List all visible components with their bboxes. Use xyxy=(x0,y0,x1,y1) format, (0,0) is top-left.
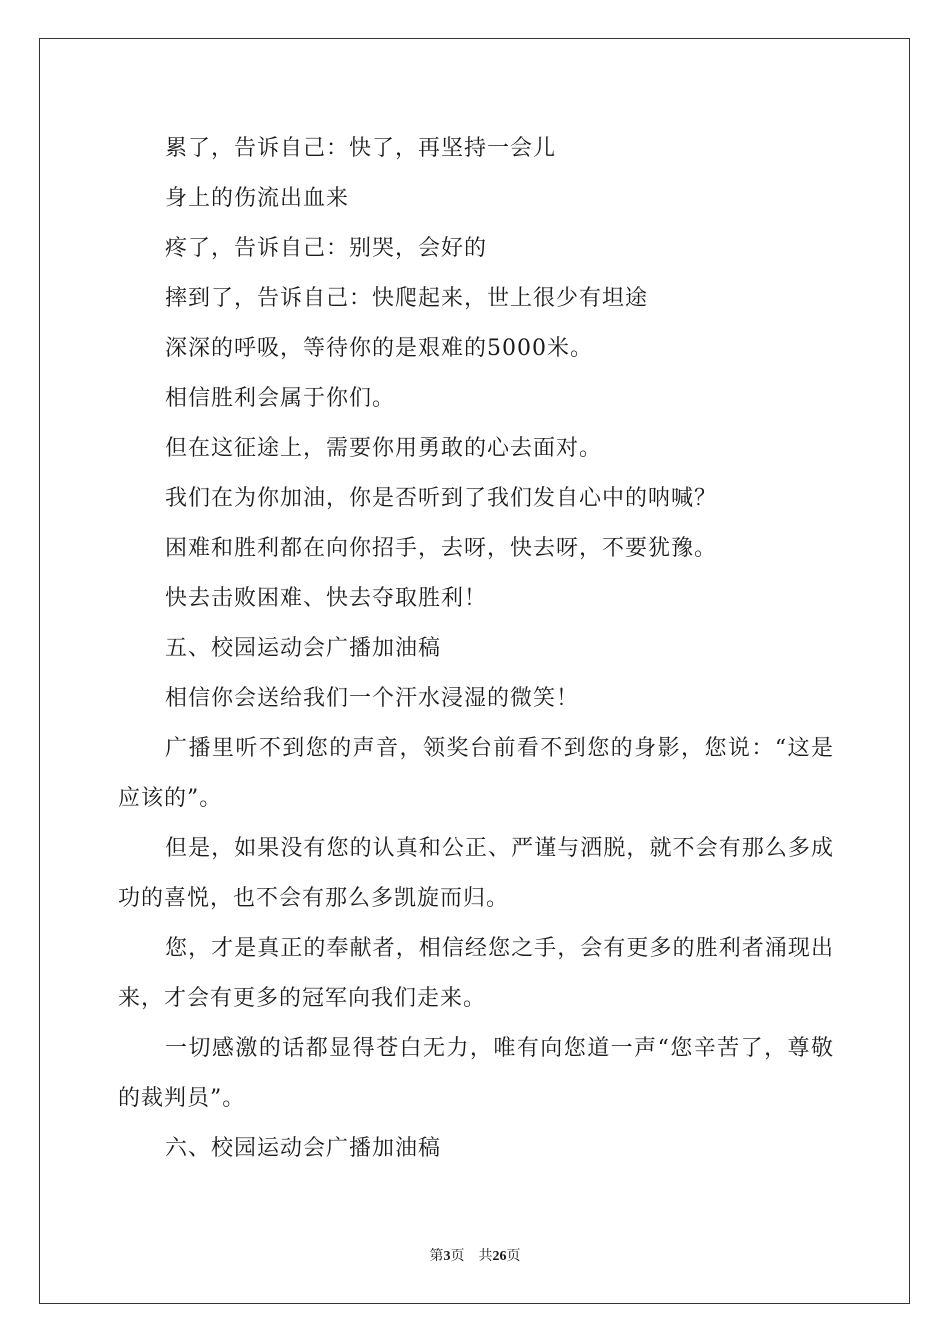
section-heading: 五、校园运动会广播加油稿 xyxy=(165,636,442,661)
paragraph: 广播里听不到您的声音，领奖台前看不到您的身影，您说：“这是应该的”。 xyxy=(118,736,834,811)
paragraph: 摔到了，告诉自己：快爬起来，世上很少有坦途 xyxy=(165,286,649,311)
paragraph: 快去击败困难、快去夺取胜利！ xyxy=(165,586,488,611)
page-footer xyxy=(0,1247,950,1266)
section-heading: 六、校园运动会广播加油稿 xyxy=(165,1136,442,1161)
paragraph: 您，才是真正的奉献者，相信经您之手，会有更多的胜利者涌现出来，才会有更多的冠军向我们走来。 xyxy=(118,936,834,1011)
paragraph: 累了，告诉自己：快了，再坚持一会儿 xyxy=(165,136,557,161)
paragraph: 我们在为你加油，你是否听到了我们发自心中的呐喊？ xyxy=(165,486,718,511)
page-current: 3 xyxy=(443,1249,451,1264)
paragraph: 但是，如果没有您的认真和公正、严谨与洒脱，就不会有那么多成功的喜悦，也不会有那么多凯旋而归。 xyxy=(118,836,834,911)
paragraph: 困难和胜利都在向你招手，去呀，快去呀，不要犹豫。 xyxy=(165,536,718,561)
paragraph: 深深的呼吸，等待你的是艰难的5000米。 xyxy=(165,336,593,361)
paragraph: 相信胜利会属于你们。 xyxy=(165,386,396,411)
paragraph: 疼了，告诉自己：别哭，会好的 xyxy=(165,236,488,261)
total-suffix: 页 xyxy=(506,1248,521,1264)
paragraph: 相信你会送给我们一个汗水浸湿的微笑！ xyxy=(165,686,580,711)
page-suffix: 页 xyxy=(450,1248,465,1264)
total-prefix: 共 xyxy=(478,1248,493,1264)
paragraph: 但在这征途上，需要你用勇敢的心去面对。 xyxy=(165,436,603,461)
page-prefix: 第 xyxy=(429,1248,444,1264)
paragraph: 身上的伤流出血来 xyxy=(165,186,350,211)
paragraph: 一切感激的话都显得苍白无力，唯有向您道一声“您辛苦了，尊敬的裁判员”。 xyxy=(118,1036,834,1111)
document-body xyxy=(118,124,834,1174)
page-total: 26 xyxy=(492,1249,507,1264)
